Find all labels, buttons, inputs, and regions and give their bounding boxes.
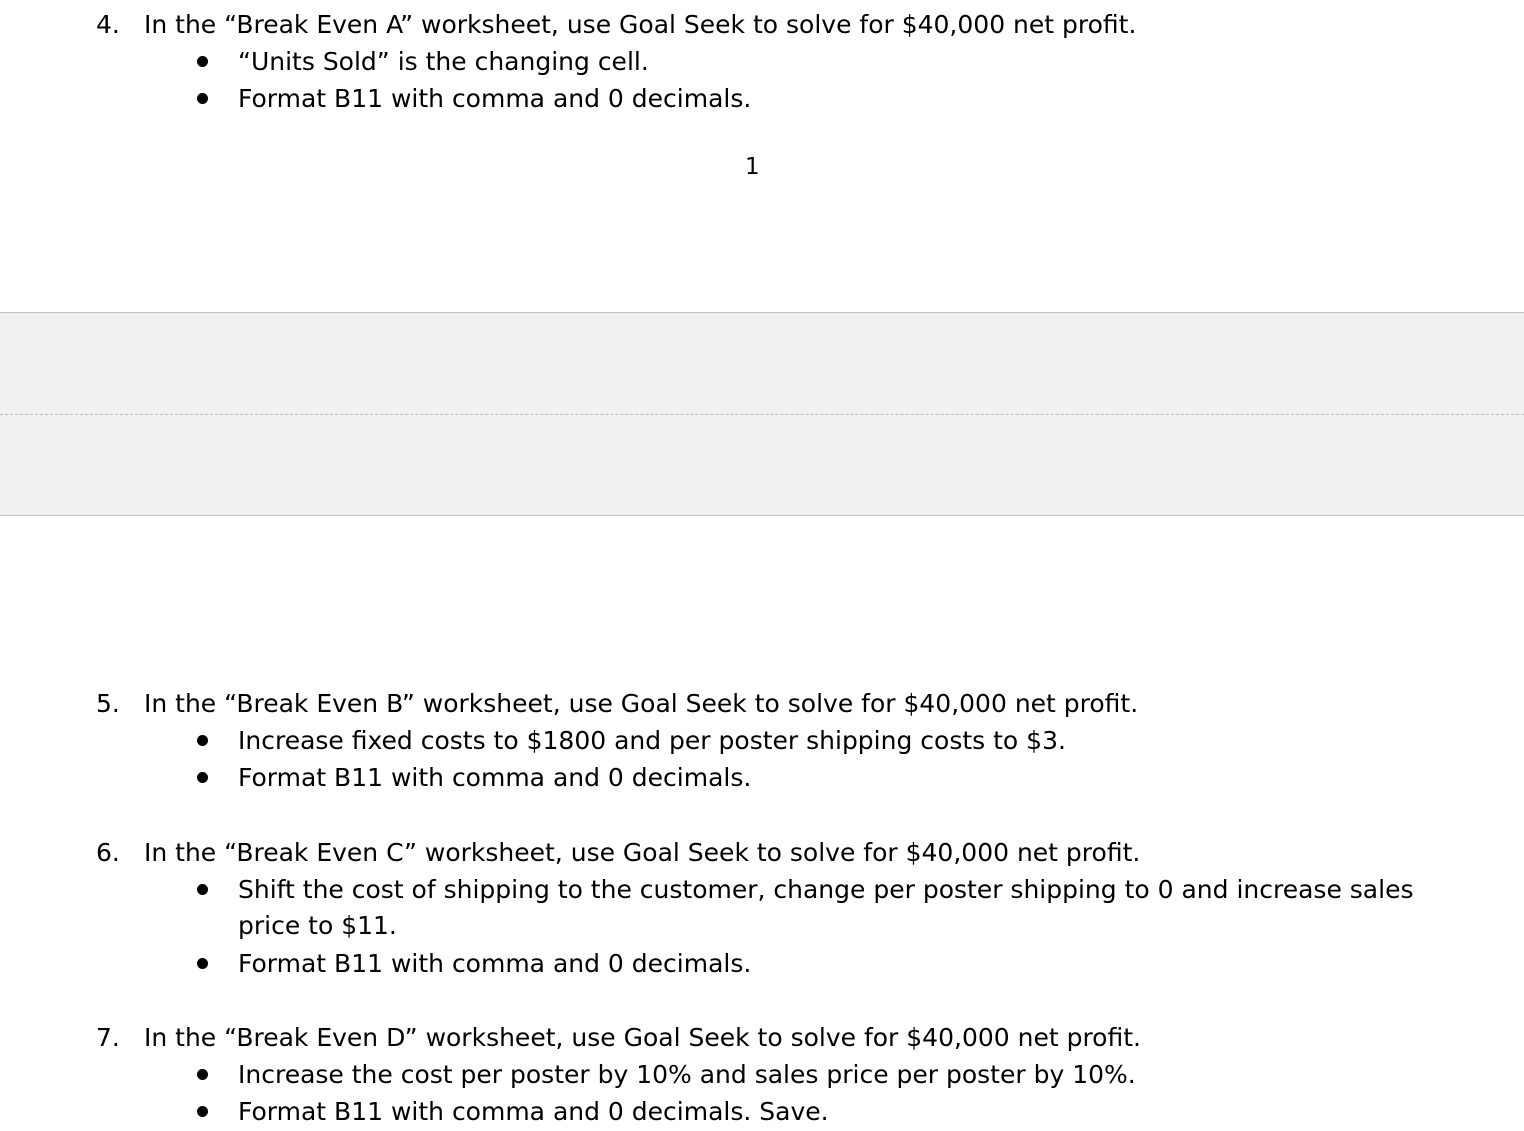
step-6 — [0, 834, 1524, 983]
bullet-text: Increase the cost per poster by 10% and sales price per poster by 10%. — [238, 1060, 1136, 1089]
step-text: In the “Break Even D” worksheet, use Goal Seek to solve for $40,000 net profit. — [144, 1023, 1141, 1052]
step-number: 7. — [96, 1023, 120, 1052]
bullet-list — [0, 44, 1524, 118]
list-item — [0, 1057, 1524, 1094]
bullet-text: “Units Sold” is the changing cell. — [238, 47, 649, 76]
step-text: In the “Break Even B” worksheet, use Goal Seek to solve for $40,000 net profit. — [144, 689, 1139, 718]
bullet-text: Shift the cost of shipping to the customer, change per poster shipping to 0 and increase sales price to $11. — [238, 875, 1414, 940]
bullet-icon — [197, 735, 208, 746]
bullet-list — [0, 723, 1524, 797]
bullet-icon — [197, 884, 208, 895]
bullet-text: Format B11 with comma and 0 decimals. — [238, 949, 752, 978]
step-4 — [0, 6, 1524, 118]
bullet-icon — [197, 93, 208, 104]
step-number: 6. — [96, 838, 120, 867]
step-number: 4. — [96, 10, 120, 39]
bullet-icon — [197, 772, 208, 783]
step-5 — [0, 685, 1524, 797]
page-number: 1 — [745, 154, 760, 180]
step-number: 5. — [96, 689, 120, 718]
bullet-text: Format B11 with comma and 0 decimals. — [238, 84, 752, 113]
step-7 — [0, 1019, 1524, 1131]
bullet-text: Format B11 with comma and 0 decimals. — [238, 763, 752, 792]
step-heading — [0, 1019, 1524, 1057]
bullet-icon — [197, 56, 208, 67]
list-item — [0, 723, 1524, 760]
step-text: In the “Break Even A” worksheet, use Goal Seek to solve for $40,000 net profit. — [144, 10, 1137, 39]
page-break-divider — [0, 414, 1524, 415]
step-heading — [0, 6, 1524, 44]
step-text: In the “Break Even C” worksheet, use Goal Seek to solve for $40,000 net profit. — [144, 838, 1141, 867]
bullet-icon — [197, 1069, 208, 1080]
bullet-text: Increase fixed costs to $1800 and per poster shipping costs to $3. — [238, 726, 1066, 755]
list-item — [0, 872, 1524, 946]
list-item — [0, 44, 1524, 81]
bullet-icon — [197, 1106, 208, 1117]
list-item — [0, 81, 1524, 118]
bullet-list — [0, 1057, 1524, 1131]
list-item — [0, 946, 1524, 983]
list-item — [0, 760, 1524, 797]
bullet-text: Format B11 with comma and 0 decimals. Save. — [238, 1097, 829, 1126]
step-heading — [0, 685, 1524, 723]
step-heading — [0, 834, 1524, 872]
bullet-icon — [197, 958, 208, 969]
bullet-list — [0, 872, 1524, 983]
page-break-gap — [0, 312, 1524, 516]
list-item — [0, 1094, 1524, 1131]
